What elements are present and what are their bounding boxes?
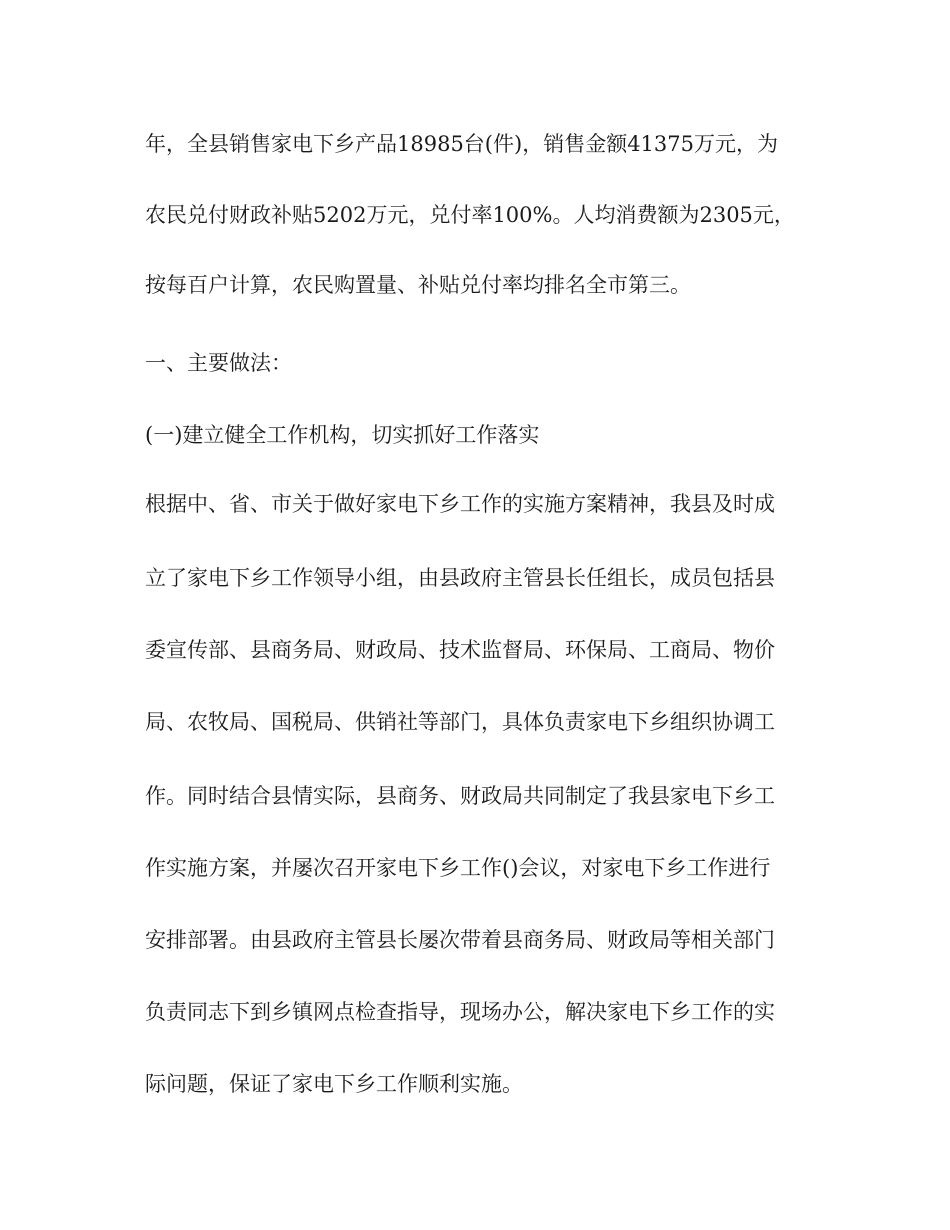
subsection-heading: (一)建立健全工作机构，切实抓好工作落实 xyxy=(145,423,540,447)
text-line-2: 农民兑付财政补贴5202万元，兑付率100%。人均消费额为2305元， xyxy=(145,203,795,227)
text-line-6: 根据中、省、市关于做好家电下乡工作的实施方案精神，我县及时成 xyxy=(145,492,775,516)
text-line-9: 局、农牧局、国税局、供销社等部门，具体负责家电下乡组织协调工 xyxy=(145,710,775,734)
text-line-11: 作实施方案，并屡次召开家电下乡工作()会议，对家电下乡工作进行 xyxy=(145,856,771,880)
text-line-7: 立了家电下乡工作领导小组，由县政府主管县长任组长，成员包括县 xyxy=(145,566,775,590)
text-line-14: 际问题，保证了家电下乡工作顺利实施。 xyxy=(145,1072,523,1096)
text-line-8: 委宣传部、县商务局、财政局、技术监督局、环保局、工商局、物价 xyxy=(145,638,775,662)
text-line-3: 按每百户计算，农民购置量、补贴兑付率均排名全市第三。 xyxy=(145,273,691,297)
text-line-13: 负责同志下到乡镇网点检查指导，现场办公，解决家电下乡工作的实 xyxy=(145,1000,775,1024)
text-line-10: 作。同时结合县情实际，县商务、财政局共同制定了我县家电下乡工 xyxy=(145,784,775,808)
text-line-1: 年，全县销售家电下乡产品18985台(件)，销售金额41375万元，为 xyxy=(145,132,778,156)
section-heading: 一、主要做法： xyxy=(145,351,292,375)
text-line-12: 安排部署。由县政府主管县长屡次带着县商务局、财政局等相关部门 xyxy=(145,928,775,952)
